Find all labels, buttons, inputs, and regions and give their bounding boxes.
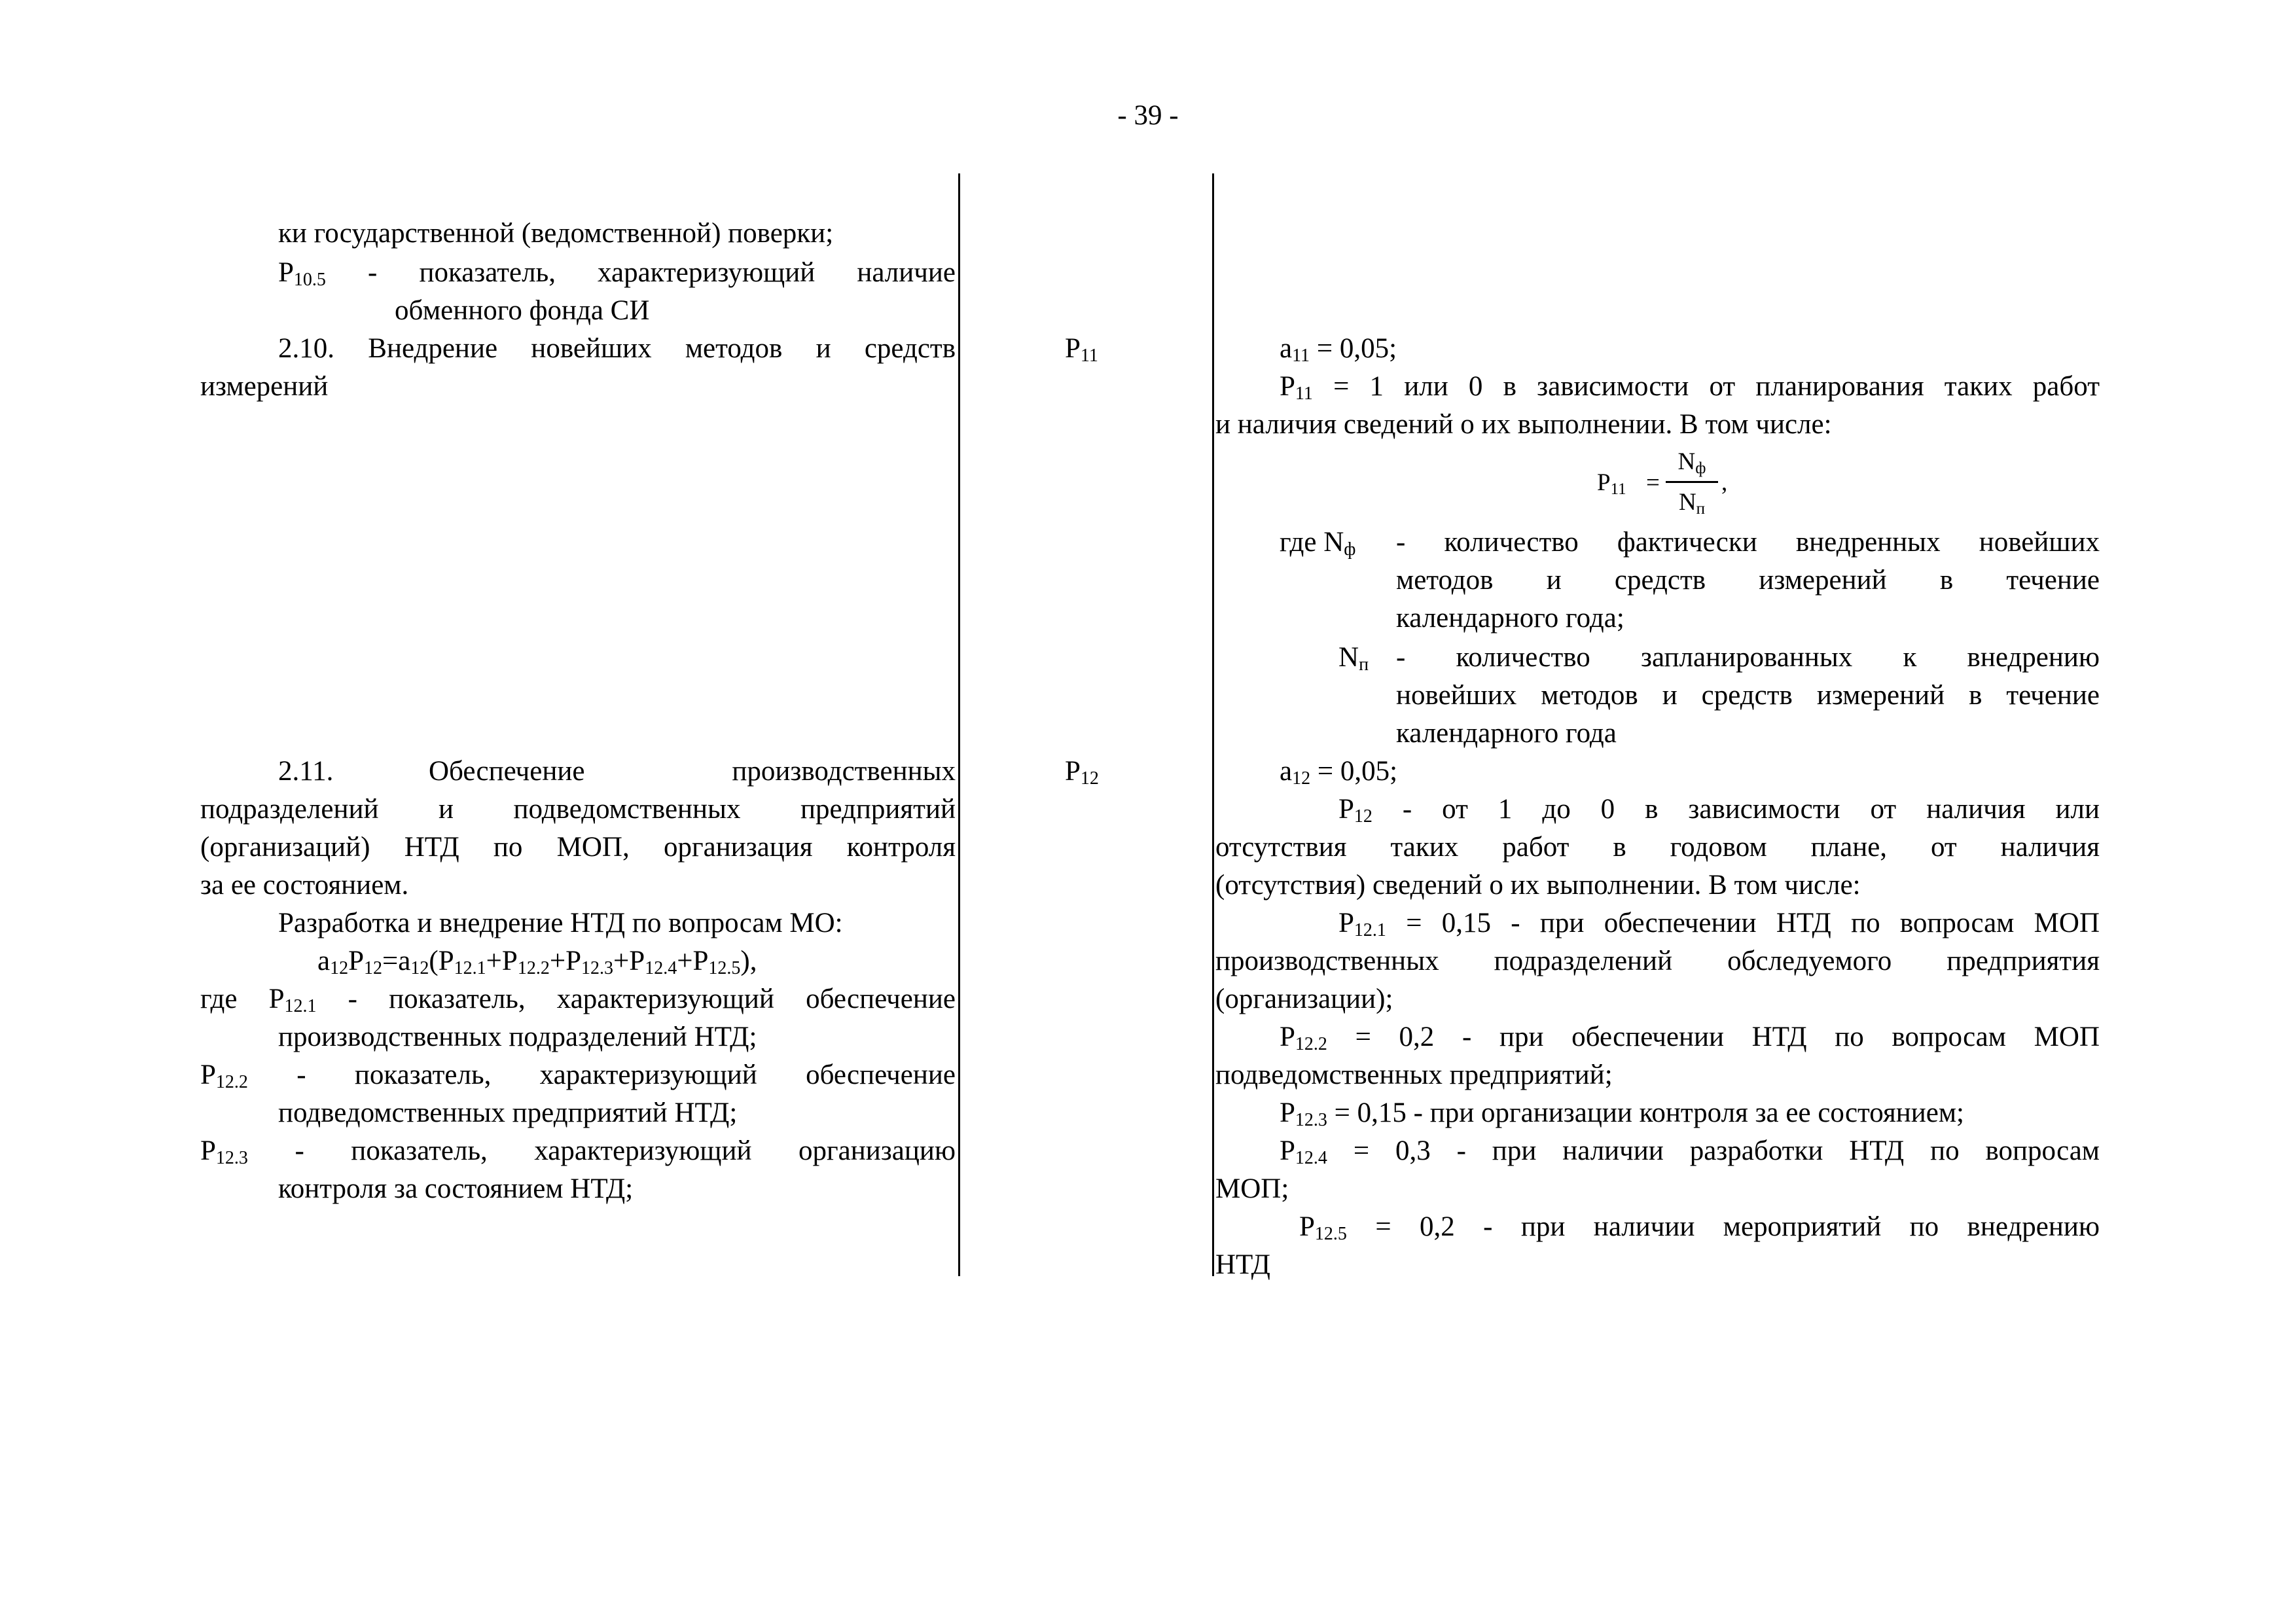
p12-1-weight-line1: $Р_{12.1} = 0,15$ - при обеспечении НТД по вопросам МОП — [1338, 908, 2100, 940]
page-number: - 39 - — [1117, 100, 1179, 131]
section-2-11-word2: производственных — [732, 756, 956, 787]
p12-2-weight-line2: подведомственных предприятий; — [1215, 1060, 1613, 1090]
fraction-denominator: $N_п$ — [1678, 489, 1706, 518]
p12-1-continuation: производственных подразделений НТД; — [278, 1022, 757, 1052]
fraction-numerator: $N_ф$ — [1677, 448, 1706, 477]
column-divider-left — [958, 173, 960, 1276]
indicator-p12: $Р_{12}$ — [1065, 756, 1099, 789]
p10-5-definition: $Р_{10.5}$ - показатель, характеризующий наличие — [278, 257, 956, 290]
p12-2-weight-line1: $Р_{12.2} = 0,2$ - при обеспечении НТД по вопросам МОП — [1280, 1022, 2100, 1054]
development-heading: Разработка и внедрение НТД по вопросам МО: — [278, 908, 843, 938]
weighted-formula: $a_{12}Р_{12}=a_{12}(Р_{12.1}+Р_{12.2}+Р_{12.3}+Р_{12.4}+Р_{12.5})$, — [317, 946, 757, 978]
p12-rule-line2: отсутствия таких работ в годовом плане, от наличия — [1215, 832, 2100, 863]
fraction-bar — [1666, 481, 1718, 483]
p11-rule-line1: $Р_{11} = 1$ или 0 в зависимости от планирования таких работ — [1280, 371, 2100, 404]
column-divider-right — [1212, 173, 1214, 1276]
section-2-10-heading-cont: измерений — [200, 371, 329, 402]
p11-rule-line2: и наличия сведений о их выполнении. В том числе: — [1215, 409, 1832, 440]
p12-5-weight-line2: НТД — [1215, 1249, 1270, 1280]
section-2-11-line4: за ее состоянием. — [200, 870, 409, 901]
p12-5-weight-line1: $Р_{12.5} = 0,2$ - при наличии мероприятий по внедрению — [1299, 1211, 2100, 1244]
nf-symbol: где $N_ф$ — [1280, 527, 1356, 560]
section-2-11-line2: подразделений и подведомственных предприятий — [200, 794, 956, 825]
p12-rule-line1: $Р_{12}$ - от 1 до 0 в зависимости от наличия или — [1338, 794, 2100, 827]
nf-definition-line2: методов и средств измерений в течение — [1396, 565, 2100, 596]
p10-5-continuation: обменного фонда СИ — [395, 295, 650, 326]
left-line-1: ки государственной (ведомственной) поверки; — [278, 218, 834, 249]
a11-value: $а_{11} = 0,05$; — [1280, 333, 1397, 366]
p12-3-continuation: контроля за состоянием НТД; — [278, 1173, 634, 1204]
p12-2-continuation: подведомственных предприятий НТД; — [278, 1097, 738, 1128]
p11-fraction-formula — [1597, 442, 1761, 520]
np-definition-line1: - количество запланированных к внедрению — [1396, 642, 2100, 673]
fraction-comma: , — [1721, 469, 1728, 496]
p12-3-definition: $Р_{12.3}$ - показатель, характеризующий организацию — [200, 1135, 956, 1168]
p12-4-weight-line2: МОП; — [1215, 1173, 1289, 1204]
nf-definition-line3: календарного года; — [1396, 603, 1624, 633]
section-2-10-heading: 2.10. Внедрение новейших методов и средств — [278, 333, 956, 364]
section-2-11-line3: (организаций) НТД по МОП, организация контроля — [200, 832, 956, 863]
p12-1-definition: где $Р_{12.1}$ - показатель, характеризующий обеспечение — [200, 984, 956, 1016]
nf-definition-line1: - количество фактически внедренных новейших — [1396, 527, 2100, 558]
p12-rule-line3: (отсутствия) сведений о их выполнении. В том числе: — [1215, 870, 1861, 901]
a12-value: $а_{12} = 0,05$; — [1280, 756, 1398, 789]
fraction-equals: = — [1646, 469, 1660, 496]
indicator-p11: $Р_{11}$ — [1065, 333, 1098, 366]
np-definition-line3: календарного года — [1396, 718, 1617, 749]
section-2-11-word: Обеспечение — [429, 756, 585, 787]
fraction-lhs: $Р_{11}$ — [1597, 469, 1626, 498]
p12-1-weight-line2: производственных подразделений обследуемого предприятия — [1215, 946, 2100, 976]
np-definition-line2: новейших методов и средств измерений в течение — [1396, 680, 2100, 711]
p12-2-definition: $Р_{12.2}$ - показатель, характеризующий обеспечение — [200, 1060, 956, 1092]
np-symbol: $N_п$ — [1338, 642, 1369, 675]
p12-3-weight-line1: $Р_{12.3} = 0,15$ - при организации контроля за ее состоянием; — [1280, 1097, 1965, 1130]
p12-4-weight-line1: $Р_{12.4} = 0,3$ - при наличии разработки НТД по вопросам — [1280, 1135, 2100, 1168]
section-2-11-num: 2.11. — [278, 756, 334, 787]
p12-1-weight-line3: (организации); — [1215, 984, 1393, 1014]
